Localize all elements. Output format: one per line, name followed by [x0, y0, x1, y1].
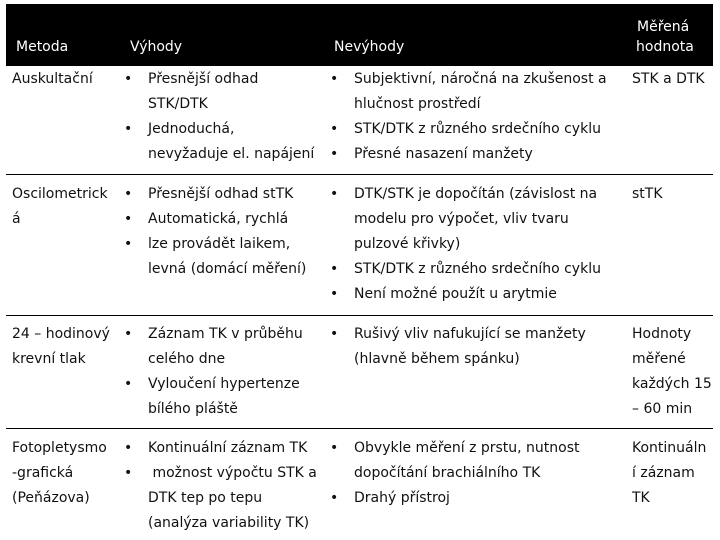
advantage-text: STK/DTK [148, 96, 208, 112]
disadvantage-text: modelu pro výpočet, vliv tvaru [354, 211, 569, 227]
row-merena: TK [632, 490, 650, 506]
advantage-text: Vyloučení hypertenze [148, 376, 300, 392]
row-divider [6, 315, 713, 316]
row-metoda: (Peňázova) [12, 490, 90, 506]
advantage-text: celého dne [148, 351, 226, 367]
row-metoda: 24 – hodinový [12, 326, 110, 342]
bullet-icon: • [124, 71, 133, 87]
header-vyhody: Výhody [130, 39, 183, 55]
advantage-text: Přesnější odhad [148, 71, 259, 87]
advantage-text: Automatická, rychlá [148, 211, 289, 227]
disadvantage-text: DTK/STK je dopočítán (závislost na [354, 186, 598, 202]
bullet-icon: • [124, 186, 133, 202]
disadvantage-text: Rušivý vliv nafukující se manžety [354, 326, 586, 342]
bullet-icon: • [124, 121, 133, 137]
bullet-icon: • [124, 211, 133, 227]
row-merena: každých 15 [632, 376, 712, 392]
row-merena: STK a DTK [632, 71, 705, 87]
row-divider [6, 174, 713, 175]
bullet-icon: • [330, 286, 339, 302]
bullet-icon: • [330, 186, 339, 202]
row-metoda: Auskultační [12, 71, 93, 87]
advantage-text: DTK tep po tepu [148, 490, 263, 506]
table-header [6, 4, 713, 66]
advantage-text: (analýza variability TK) [148, 515, 310, 531]
disadvantage-text: Není možné použít u arytmie [354, 286, 557, 302]
bullet-icon: • [330, 440, 339, 456]
bullet-icon: • [124, 440, 133, 456]
row-metoda: Oscilometrick [12, 186, 108, 202]
disadvantage-text: dopočítání brachiálního TK [354, 465, 541, 481]
advantage-text: levná (domácí měření) [148, 261, 307, 277]
header-merena-line1: Měřená [637, 19, 690, 35]
disadvantage-text: Přesné nasazení manžety [354, 146, 533, 162]
row-merena: Hodnoty [632, 326, 692, 342]
row-merena: í záznam [632, 465, 695, 481]
row-metoda: -grafická [12, 465, 74, 481]
row-merena: měřené [632, 351, 686, 367]
header-merena-line2: hodnota [636, 39, 694, 55]
disadvantage-text: Drahý přístroj [354, 490, 450, 506]
disadvantage-text: pulzové křivky) [354, 236, 461, 252]
row-merena: Kontinuáln [632, 440, 707, 456]
bullet-icon: • [330, 326, 339, 342]
disadvantage-text: hlučnost prostředí [354, 96, 481, 112]
advantage-text: Záznam TK v průběhu [148, 326, 303, 342]
advantage-text: nevyžaduje el. napájení [148, 146, 315, 162]
advantage-text: možnost výpočtu STK a [148, 465, 317, 481]
row-merena: – 60 min [632, 401, 693, 417]
bullet-icon: • [124, 376, 133, 392]
advantage-text: Kontinuální záznam TK [148, 440, 308, 456]
bullet-icon: • [330, 261, 339, 277]
disadvantage-text: STK/DTK z různého srdečního cyklu [354, 261, 601, 277]
disadvantage-text: STK/DTK z různého srdečního cyklu [354, 121, 601, 137]
advantage-text: Přesnější odhad stTK [148, 186, 294, 202]
row-metoda: á [12, 211, 21, 227]
bullet-icon: • [124, 326, 133, 342]
row-merena: stTK [632, 186, 663, 202]
advantage-text: bílého pláště [148, 401, 238, 417]
disadvantage-text: Obvykle měření z prstu, nutnost [354, 440, 580, 456]
header-metoda: Metoda [16, 39, 69, 55]
bullet-icon: • [124, 236, 133, 252]
disadvantage-text: Subjektivní, náročná na zkušenost a [354, 71, 607, 87]
bullet-icon: • [330, 146, 339, 162]
row-metoda: krevní tlak [12, 351, 86, 367]
row-metoda: Fotopletysmo [12, 440, 107, 456]
bullet-icon: • [330, 71, 339, 87]
advantage-text: lze provádět laikem, [148, 236, 291, 252]
bullet-icon: • [330, 490, 339, 506]
header-nevyhody: Nevýhody [334, 39, 405, 55]
bullet-icon: • [124, 465, 133, 481]
bullet-icon: • [330, 121, 339, 137]
disadvantage-text: (hlavně během spánku) [354, 351, 520, 367]
advantage-text: Jednoduchá, [148, 121, 235, 137]
row-divider [6, 428, 713, 429]
